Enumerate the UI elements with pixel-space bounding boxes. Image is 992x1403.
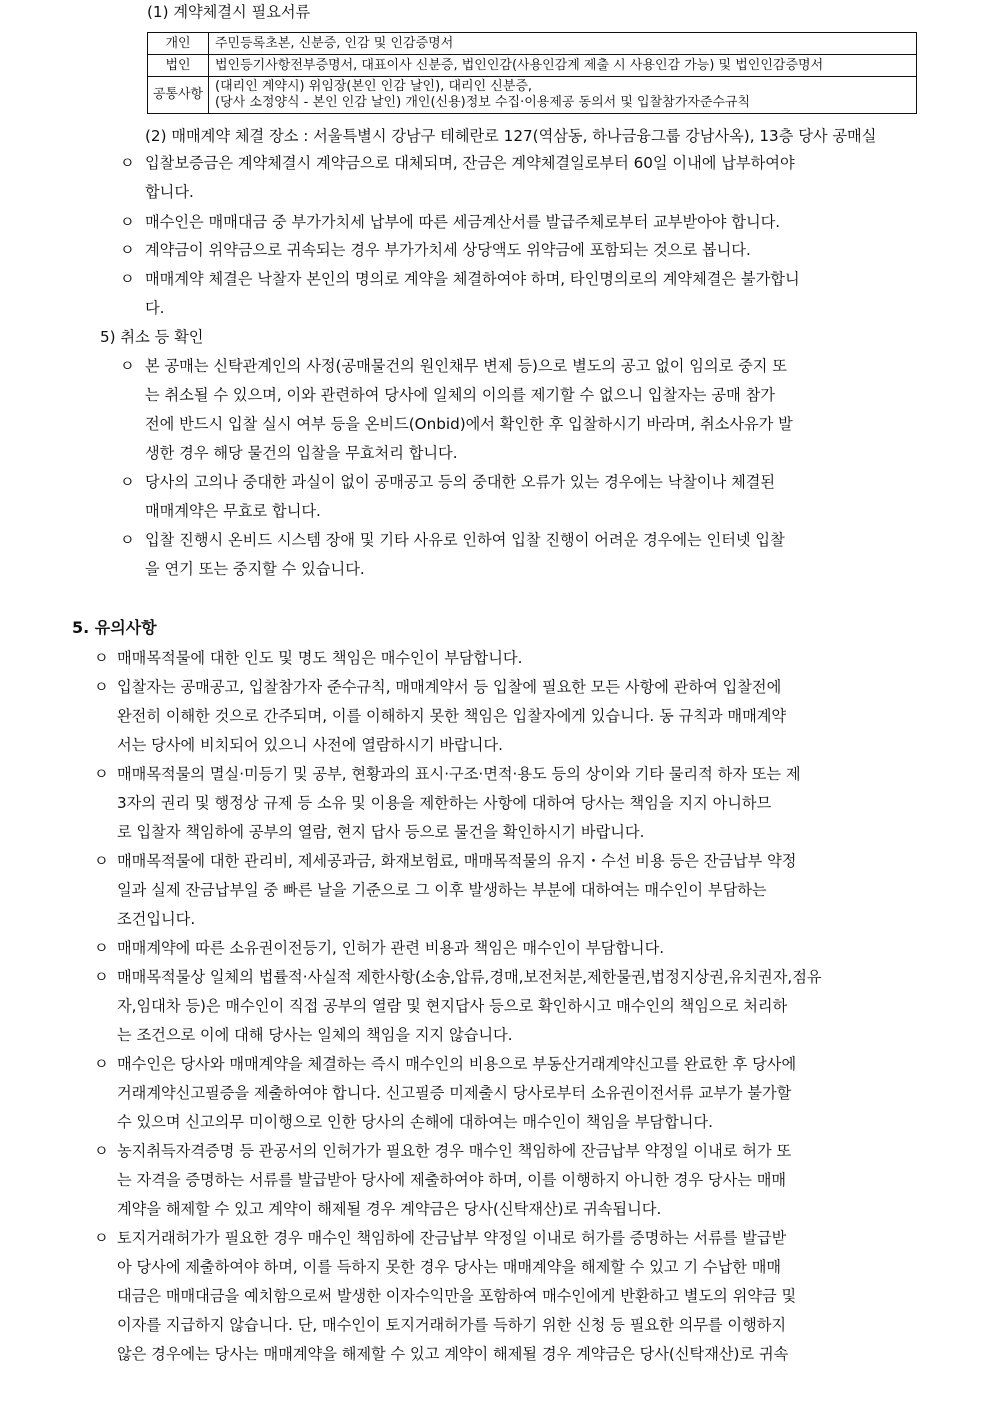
bullet-line: 전에 반드시 입찰 실시 여부 등을 온비드(Onbid)에서 확인한 후 입찰하시기 바라며, 취소사유가 발: [145, 415, 793, 433]
bullet-line: 을 연기 또는 중지할 수 있습니다.: [145, 560, 365, 578]
bullet-line: 매수인은 매매대금 중 부가가치세 납부에 따른 세금계산서를 발급주체로부터 교부받아야 합니다.: [145, 213, 781, 231]
bullet-mark: ㅇ: [120, 473, 135, 491]
doc-list-line: (대리인 계약시) 위임장(본인 인감 날인), 대리인 신분증,: [215, 79, 533, 94]
bullet-line: 아 당사에 제출하여야 하며, 이를 득하지 못한 경우 당사는 매매계약을 해제할 수 있고 기 수납한 매매: [117, 1258, 782, 1276]
bullet-line: 합니다.: [145, 183, 194, 201]
bullet-mark: ㅇ: [120, 213, 135, 231]
bullet-mark: ㅇ: [94, 765, 109, 783]
bullet-line: 매매목적물의 멸실·미등기 및 공부, 현황과의 표시·구조·면적·용도 등의 상이와 기타 물리적 하자 또는 제: [117, 765, 801, 783]
bullet-line: 일과 실제 잔금납부일 중 빠른 날을 기준으로 그 이후 발생하는 부분에 대하여는 매수인이 부담하는: [117, 881, 767, 899]
bullet-line: 매매목적물에 대한 관리비, 제세공과금, 화재보험료, 매매목적물의 유지・수선 비용 등은 잔금납부 약정: [117, 852, 797, 870]
bullet-line: 거래계약신고필증을 제출하여야 합니다. 신고필증 미제출시 당사로부터 소유권이전서류 교부가 불가할: [117, 1084, 792, 1102]
bullet-mark: ㅇ: [94, 852, 109, 870]
bullet-line: 수 있으며 신고의무 미이행으로 인한 당사의 손해에 대하여는 매수인이 책임을 부담합니다.: [117, 1113, 713, 1131]
doc-type-cell: 법인: [148, 55, 209, 77]
bullet-mark: ㅇ: [94, 649, 109, 667]
required-documents-table: [147, 32, 917, 114]
bullet-line: 본 공매는 신탁관계인의 사정(공매물건의 원인채무 변제 등)으로 별도의 공고 없이 임의로 중지 또: [145, 357, 787, 375]
bullet-line: 매매계약은 무효로 합니다.: [145, 502, 321, 520]
bullet-line: 않은 경우에는 당사는 매매계약을 해제할 수 있고 계약이 해제될 경우 계약금은 당사(신탁재산)로 귀속: [117, 1345, 789, 1363]
table-row: [148, 33, 917, 55]
doc-list-cell: 주민등록초본, 신분증, 인감 및 인감증명서: [209, 33, 917, 55]
bullet-mark: ㅇ: [94, 678, 109, 696]
bullet-line: 이자를 지급하지 않습니다. 단, 매수인이 토지거래허가를 득하기 위한 신청 등 필요한 의무를 이행하지: [117, 1316, 787, 1334]
contract-docs-heading: (1) 계약체결시 필요서류: [147, 3, 311, 21]
cancel-heading: 5) 취소 등 확인: [100, 328, 204, 346]
bullet-line: 는 자격을 증명하는 서류를 발급받아 당사에 제출하여야 하며, 이를 이행하지 아니한 경우 당사는 매매: [117, 1171, 787, 1189]
bullet-mark: ㅇ: [120, 154, 135, 172]
bullet-line: 계약금이 위약금으로 귀속되는 경우 부가가치세 상당액도 위약금에 포함되는 것으로 봅니다.: [145, 241, 751, 259]
table-row: [148, 55, 917, 77]
bullet-line: 3자의 권리 및 행정상 규제 등 소유 및 이용을 제한하는 사항에 대하여 당사는 책임을 지지 아니하므: [117, 794, 772, 812]
bullet-line: 조건입니다.: [117, 910, 196, 928]
bullet-mark: ㅇ: [94, 939, 109, 957]
bullet-line: 계약을 해제할 수 있고 계약이 해제될 경우 계약금은 당사(신탁재산)로 귀속됩니다.: [117, 1200, 662, 1218]
bullet-mark: ㅇ: [94, 1229, 109, 1247]
doc-list-cell: [209, 77, 917, 114]
bullet-mark: ㅇ: [94, 968, 109, 986]
bullet-line: 는 조건으로 이에 대해 당사는 일체의 책임을 지지 않습니다.: [117, 1026, 513, 1044]
bullet-line: 대금은 매매대금을 예치함으로써 발생한 이자수익만을 포함하여 매수인에게 반환하고 별도의 위약금 및: [117, 1287, 797, 1305]
bullet-line: 서는 당사에 비치되어 있으니 사전에 열람하시기 바랍니다.: [117, 736, 503, 754]
bullet-line: 매수인은 당사와 매매계약을 체결하는 즉시 매수인의 비용으로 부동산거래계약신고를 완료한 후 당사에: [117, 1055, 797, 1073]
bullet-line: 농지취득자격증명 등 관공서의 인허가가 필요한 경우 매수인 책임하에 잔금납부 약정일 이내로 허가 또: [117, 1142, 792, 1160]
bullet-line: 매매목적물에 대한 인도 및 명도 책임은 매수인이 부담합니다.: [117, 649, 523, 667]
bullet-mark: ㅇ: [94, 1055, 109, 1073]
bullet-line: 다.: [145, 299, 165, 317]
bullet-mark: ㅇ: [120, 531, 135, 549]
bullet-mark: ㅇ: [120, 241, 135, 259]
bullet-line: 토지거래허가가 필요한 경우 매수인 책임하에 잔금납부 약정일 이내로 허가를 증명하는 서류를 발급받: [117, 1229, 787, 1247]
contract-place: (2) 매매계약 체결 장소 : 서울특별시 강남구 테헤란로 127(역삼동, 하나금융그룹 강남사옥), 13층 당사 공매실: [145, 127, 877, 145]
table-row: [148, 77, 917, 114]
doc-type-cell: 공통사항: [148, 77, 209, 114]
bullet-line: 매매계약에 따른 소유권이전등기, 인허가 관련 비용과 책임은 매수인이 부담합니다.: [117, 939, 665, 957]
bullet-line: 입찰보증금은 계약체결시 계약금으로 대체되며, 잔금은 계약체결일로부터 60일 이내에 납부하여야: [145, 154, 795, 172]
bullet-mark: ㅇ: [120, 270, 135, 288]
doc-list-cell: 법인등기사항전부증명서, 대표이사 신분증, 법인인감(사용인감계 제출 시 사용인감 가능) 및 법인인감증명서: [209, 55, 917, 77]
bullet-line: 입찰자는 공매공고, 입찰참가자 준수규칙, 매매계약서 등 입찰에 필요한 모든 사항에 관하여 입찰전에: [117, 678, 782, 696]
bullet-line: 완전히 이해한 것으로 간주되며, 이를 이해하지 못한 책임은 입찰자에게 있습니다. 동 규칙과 매매계약: [117, 707, 787, 725]
bullet-line: 당사의 고의나 중대한 과실이 없이 공매공고 등의 중대한 오류가 있는 경우에는 낙찰이나 체결된: [145, 473, 776, 491]
bullet-line: 로 입찰자 책임하에 공부의 열람, 현지 답사 등으로 물건을 확인하시기 바랍니다.: [117, 823, 645, 841]
notes-heading: 5. 유의사항: [72, 618, 157, 637]
bullet-line: 입찰 진행시 온비드 시스템 장애 및 기타 사유로 인하여 입찰 진행이 어려운 경우에는 인터넷 입찰: [145, 531, 785, 549]
bullet-mark: ㅇ: [94, 1142, 109, 1160]
bullet-line: 자,임대차 등)은 매수인이 직접 공부의 열람 및 현지답사 등으로 확인하시고 매수인의 책임으로 처리하: [117, 997, 788, 1015]
doc-list-line: (당사 소정양식 - 본인 인감 날인) 개인(신용)정보 수집·이용제공 동의서 및 입찰참가자준수규칙: [215, 95, 751, 110]
bullet-line: 생한 경우 해당 물건의 입찰을 무효처리 합니다.: [145, 444, 458, 462]
bullet-line: 매매계약 체결은 낙찰자 본인의 명의로 계약을 체결하여야 하며, 타인명의로의 계약체결은 불가합니: [145, 270, 800, 288]
bullet-line: 매매목적물상 일체의 법률적·사실적 제한사항(소송,압류,경매,보전처분,제한물권,법정지상권,유치권자,점유: [117, 968, 822, 986]
bullet-line: 는 취소될 수 있으며, 이와 관련하여 당사에 일체의 이의를 제기할 수 없으니 입찰자는 공매 참가: [145, 386, 775, 404]
bullet-mark: ㅇ: [120, 357, 135, 375]
doc-type-cell: 개인: [148, 33, 209, 55]
